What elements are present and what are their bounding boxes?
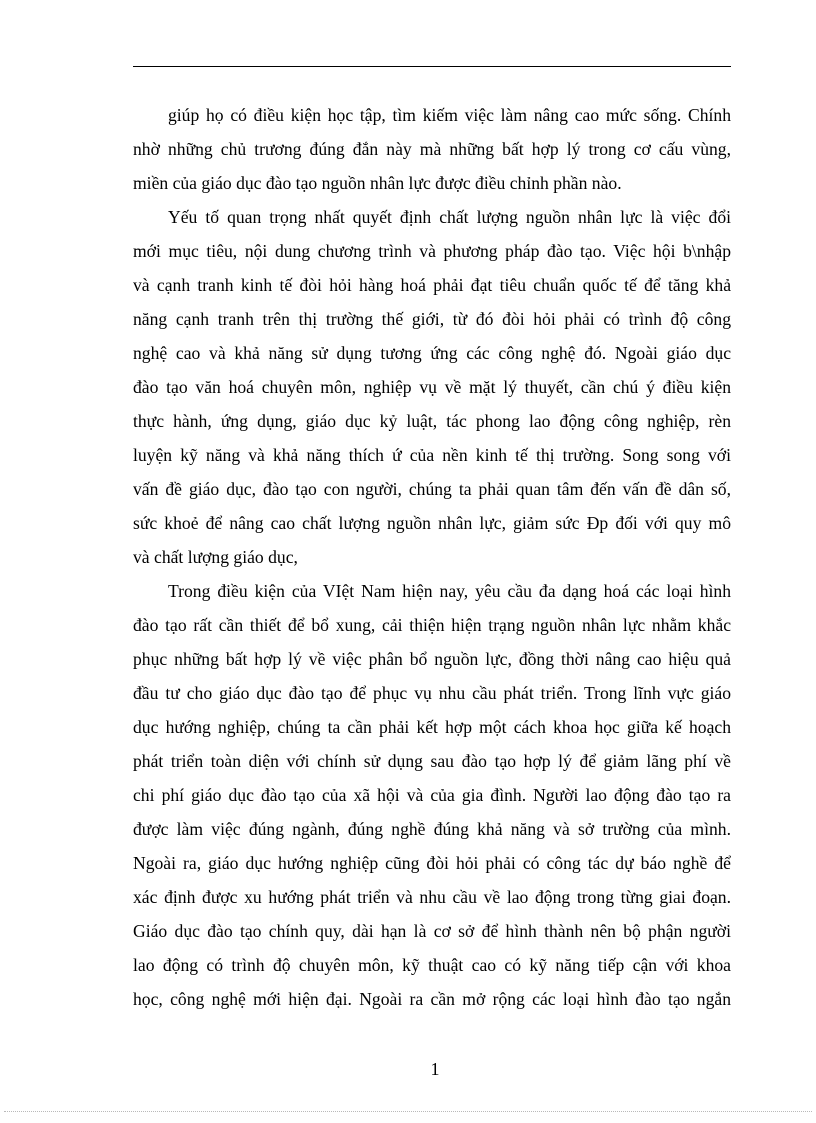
text-line: chi phí giáo dục đào tạo của xã hội và của gia đình. Người lao động đào tạo ra bbox=[133, 785, 731, 805]
text-line: phát triển toàn diện với chính sử dụng sau đào tạo hợp lý để giảm lãng phí về bbox=[133, 751, 731, 771]
text-line: nghệ cao và khả năng sử dụng tương ứng các công nghệ đó. Ngoài giáo dục bbox=[133, 343, 731, 363]
text-line: miền của giáo dục đào tạo nguồn nhân lực được điều chỉnh phần nào. bbox=[133, 173, 622, 193]
text-line: đào tạo rất cần thiết để bổ xung, cải thiện hiện trạng nguồn nhân lực nhằm khắc bbox=[133, 615, 731, 635]
text-line: phục những bất hợp lý về việc phân bổ nguồn lực, đồng thời nâng cao hiệu quả bbox=[133, 649, 731, 669]
text-line: nhờ những chủ trương đúng đắn này mà những bất hợp lý trong cơ cấu vùng, bbox=[133, 139, 731, 159]
text-line: đào tạo văn hoá chuyên môn, nghiệp vụ về mặt lý thuyết, cần chú ý điều kiện bbox=[133, 377, 731, 397]
text-line: và cạnh tranh kinh tế đòi hỏi hàng hoá phải đạt tiêu chuẩn quốc tế để tăng khả bbox=[133, 275, 731, 295]
text-line: luyện kỹ năng và khả năng thích ứ của nền kinh tế thị trường. Song song với bbox=[133, 445, 731, 465]
text-line: sức khoẻ để nâng cao chất lượng nguồn nhân lực, giảm sức Ðp đối với quy mô bbox=[133, 513, 731, 533]
text-line: năng cạnh tranh trên thị trường thế giới, từ đó đòi hỏi phải có trình độ công bbox=[133, 309, 731, 329]
page-number: 1 bbox=[430, 1059, 440, 1079]
text-line: đầu tư cho giáo dục đào tạo để phục vụ nhu cầu phát triển. Trong lĩnh vực giáo bbox=[133, 683, 731, 703]
text-line: lao động có trình độ chuyên môn, kỹ thuật cao có kỹ năng tiếp cận với khoa bbox=[133, 955, 731, 975]
text-line: mới mục tiêu, nội dung chương trình và phương pháp đào tạo. Việc hội b\nhập bbox=[133, 241, 731, 261]
text-line: dục hướng nghiệp, chúng ta cần phải kết hợp một cách khoa học giữa kế hoạch bbox=[133, 717, 731, 737]
footer-rule bbox=[4, 1111, 812, 1112]
text-line: Giáo dục đào tạo chính quy, dài hạn là cơ sở để hình thành nên bộ phận người bbox=[133, 921, 731, 941]
text-line: Yếu tố quan trọng nhất quyết định chất lượng nguồn nhân lực là việc đổi bbox=[168, 207, 731, 227]
text-line: học, công nghệ mới hiện đại. Ngoài ra cần mở rộng các loại hình đào tạo ngắn bbox=[133, 989, 731, 1009]
text-line: giúp họ có điều kiện học tập, tìm kiếm việc làm nâng cao mức sống. Chính bbox=[168, 105, 731, 125]
text-line: thực hành, ứng dụng, giáo dục kỷ luật, tác phong lao động công nghiệp, rèn bbox=[133, 411, 731, 431]
text-line: được làm việc đúng ngành, đúng nghề đúng khả năng và sở trường của mình. bbox=[133, 819, 731, 839]
text-line: Ngoài ra, giáo dục hướng nghiệp cũng đòi hỏi phải có công tác dự báo nghề để bbox=[133, 853, 731, 873]
text-line: xác định được xu hướng phát triển và nhu cầu về lao động trong từng giai đoạn. bbox=[133, 887, 731, 907]
text-line: vấn đề giáo dục, đào tạo con người, chúng ta phải quan tâm đến vấn đề dân số, bbox=[133, 479, 731, 499]
header-rule bbox=[133, 66, 731, 67]
text-line: Trong điều kiện của VIệt Nam hiện nay, yêu cầu đa dạng hoá các loại hình bbox=[168, 581, 731, 601]
text-line: và chất lượng giáo dục, bbox=[133, 547, 298, 567]
